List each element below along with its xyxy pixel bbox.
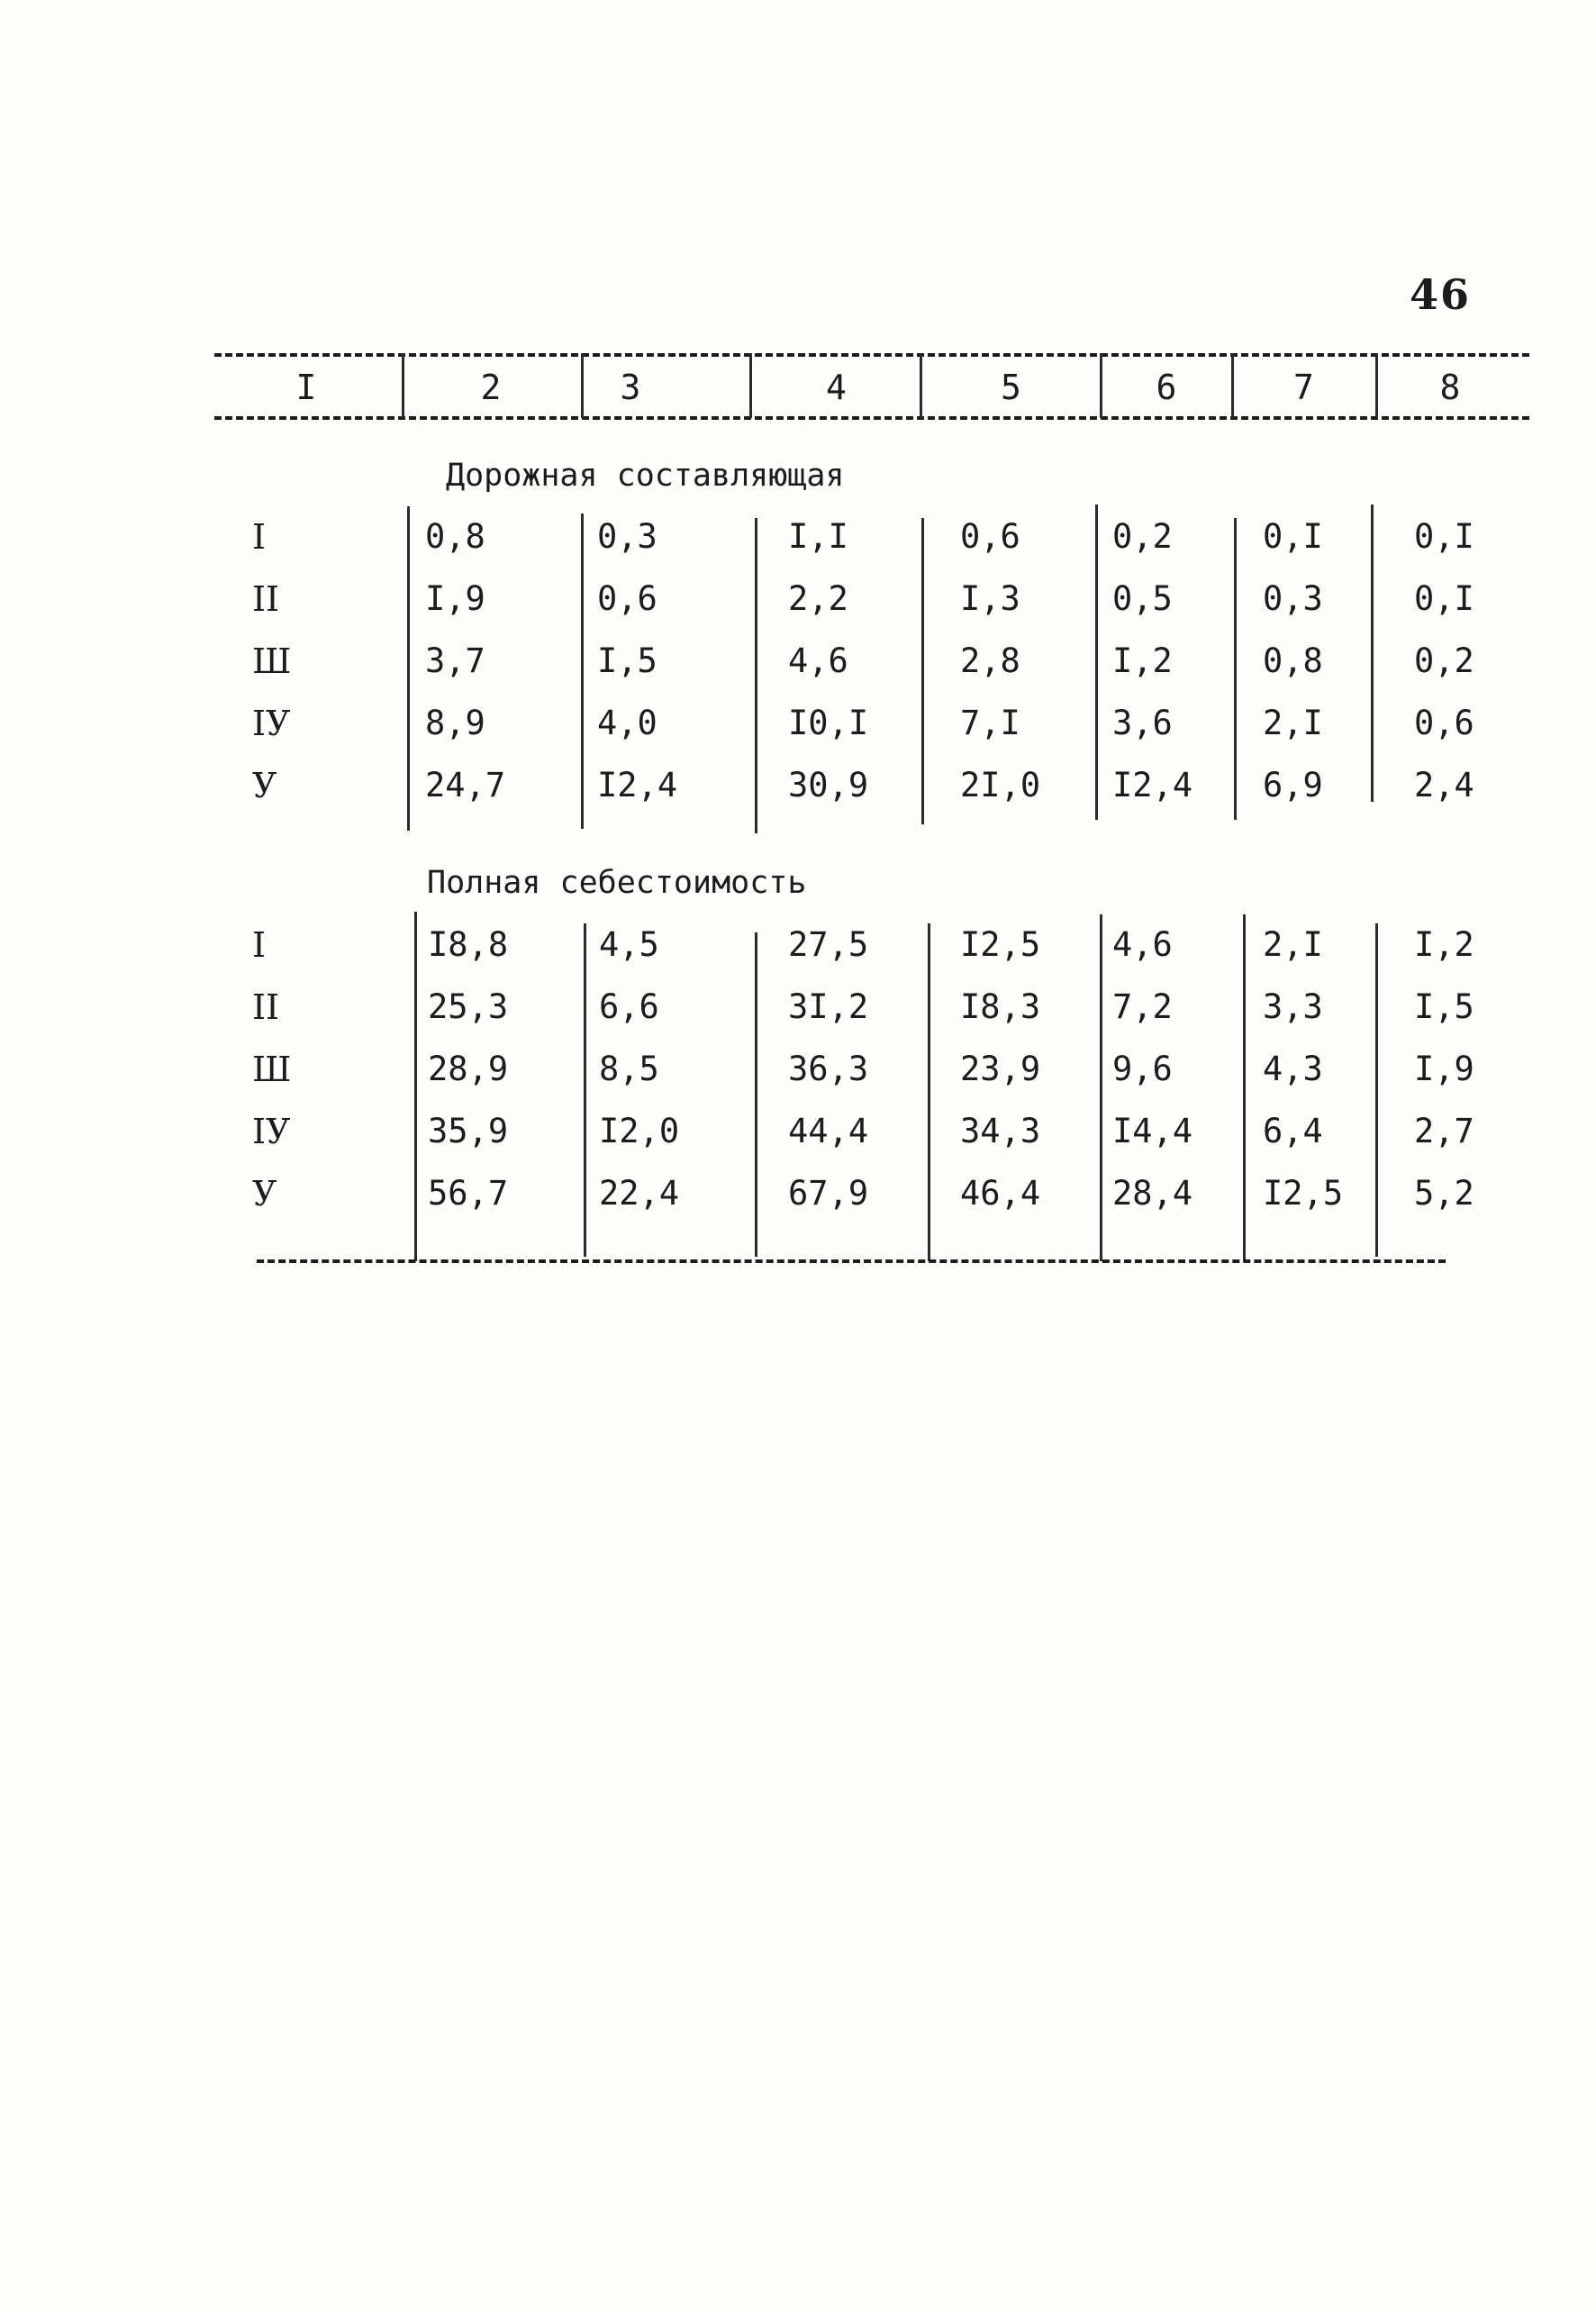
table-cell: 0,5 — [1112, 579, 1173, 618]
table-cell: 44,4 — [788, 1112, 869, 1150]
header-bottom-rule — [214, 416, 1529, 420]
table-cell: 3,3 — [1263, 987, 1323, 1026]
table-cell: 0,6 — [1414, 704, 1474, 742]
table-cell: 28,4 — [1112, 1174, 1193, 1213]
table-cell: 3,7 — [425, 641, 485, 680]
section-title: Полная себестоимость — [427, 865, 807, 901]
table-cell: I8,3 — [960, 987, 1041, 1026]
table-cell: 4,3 — [1263, 1050, 1323, 1088]
table-cell: 8,5 — [599, 1050, 659, 1088]
table-cell: 67,9 — [788, 1174, 869, 1213]
table-cell: 23,9 — [960, 1050, 1041, 1088]
table-cell: 6,4 — [1263, 1112, 1323, 1150]
table-cell: 3I,2 — [788, 987, 869, 1026]
header-separator — [1100, 353, 1102, 418]
table-cell: 4,6 — [788, 641, 848, 680]
table-cell: I2,4 — [597, 766, 678, 805]
table-cell: 0,6 — [960, 517, 1020, 556]
table-cell: 27,5 — [788, 925, 869, 964]
table-cell: I,9 — [425, 579, 485, 618]
table-cell: 25,3 — [428, 987, 509, 1026]
header-top-rule — [214, 353, 1529, 357]
table-cell: 7,I — [960, 704, 1020, 742]
table-cell: 35,9 — [428, 1112, 509, 1150]
table-cell: I,5 — [1414, 987, 1474, 1026]
header-cell: 3 — [620, 368, 641, 407]
column-separator — [928, 923, 930, 1261]
column-separator — [1371, 505, 1374, 802]
header-cell: I — [295, 368, 317, 407]
table-cell: 28,9 — [428, 1050, 509, 1088]
header-cell: 5 — [1001, 368, 1021, 407]
table-cell: 4,6 — [1112, 925, 1173, 964]
table-cell: 0,8 — [425, 517, 485, 556]
table-cell: I,I — [788, 517, 848, 556]
table-cell: 2I,0 — [960, 766, 1041, 805]
table-cell: 0,3 — [597, 517, 657, 556]
table-cell: 2,7 — [1414, 1112, 1474, 1150]
table-cell: 4,5 — [599, 925, 659, 964]
header-cell: 8 — [1439, 368, 1461, 407]
column-separator — [1243, 914, 1246, 1261]
header-separator — [581, 353, 584, 418]
row-label: У — [252, 766, 277, 805]
table-cell: 34,3 — [960, 1112, 1041, 1150]
table-cell: 0,I — [1414, 517, 1474, 556]
table-cell: 8,9 — [425, 704, 485, 742]
table-cell: 7,2 — [1112, 987, 1173, 1026]
table-cell: I0,I — [788, 704, 869, 742]
row-label: Ш — [252, 1050, 292, 1089]
page-number: 46 — [1410, 270, 1472, 319]
row-label: Ш — [252, 641, 292, 681]
section-title: Дорожная составляющая — [446, 458, 845, 494]
table-cell: I2,4 — [1112, 766, 1193, 805]
table-cell: 0,6 — [597, 579, 657, 618]
table-cell: I,9 — [1414, 1050, 1474, 1088]
table-cell: I,2 — [1112, 641, 1173, 680]
column-separator — [407, 506, 410, 831]
table-cell: 0,8 — [1263, 641, 1323, 680]
row-label: II — [252, 579, 280, 619]
table-cell: 46,4 — [960, 1174, 1041, 1213]
table-cell: I4,4 — [1112, 1112, 1193, 1150]
table-cell: 6,9 — [1263, 766, 1323, 805]
table-cell: 2,8 — [960, 641, 1020, 680]
column-separator — [1375, 923, 1378, 1257]
table-cell: 22,4 — [599, 1174, 680, 1213]
table-cell: I8,8 — [428, 925, 509, 964]
column-separator — [1100, 914, 1102, 1261]
table-cell: 0,3 — [1263, 579, 1323, 618]
table-cell: 56,7 — [428, 1174, 509, 1213]
row-label: I — [252, 517, 267, 557]
header-cell: 7 — [1293, 368, 1314, 407]
table-cell: 0,I — [1263, 517, 1323, 556]
row-label: У — [252, 1174, 277, 1214]
table-cell: 36,3 — [788, 1050, 869, 1088]
row-label: IУ — [252, 704, 291, 743]
row-label: IУ — [252, 1112, 291, 1151]
table-cell: 30,9 — [788, 766, 869, 805]
header-cell: 2 — [480, 368, 502, 407]
table-cell: 0,2 — [1414, 641, 1474, 680]
header-separator — [749, 353, 752, 418]
table-cell: 2,I — [1263, 925, 1323, 964]
header-separator — [402, 353, 404, 418]
table-cell: I2,0 — [599, 1112, 680, 1150]
table-cell: 0,2 — [1112, 517, 1173, 556]
column-separator — [755, 518, 757, 833]
table-cell: I2,5 — [960, 925, 1041, 964]
table-cell: I,3 — [960, 579, 1020, 618]
table-cell: 6,6 — [599, 987, 659, 1026]
table-cell: I2,5 — [1263, 1174, 1344, 1213]
table-cell: 4,0 — [597, 704, 657, 742]
table-cell: 0,I — [1414, 579, 1474, 618]
table-cell: I,2 — [1414, 925, 1474, 964]
table-bottom-rule — [257, 1259, 1446, 1263]
table-cell: I,5 — [597, 641, 657, 680]
column-separator — [1234, 518, 1237, 820]
table-cell: 24,7 — [425, 766, 506, 805]
table-cell: 2,2 — [788, 579, 848, 618]
table-cell: 9,6 — [1112, 1050, 1173, 1088]
header-cell: 4 — [826, 368, 847, 407]
column-separator — [581, 514, 584, 829]
column-separator — [414, 912, 417, 1261]
header-cell: 6 — [1156, 368, 1177, 407]
row-label: II — [252, 987, 280, 1027]
column-separator — [921, 518, 924, 824]
table-cell: 3,6 — [1112, 704, 1173, 742]
table-cell: 5,2 — [1414, 1174, 1474, 1213]
header-separator — [920, 353, 922, 418]
column-separator — [1095, 505, 1098, 820]
row-label: I — [252, 925, 267, 965]
column-separator — [584, 923, 586, 1257]
table-cell: 2,4 — [1414, 766, 1474, 805]
table-cell: 2,I — [1263, 704, 1323, 742]
column-separator — [755, 932, 757, 1257]
